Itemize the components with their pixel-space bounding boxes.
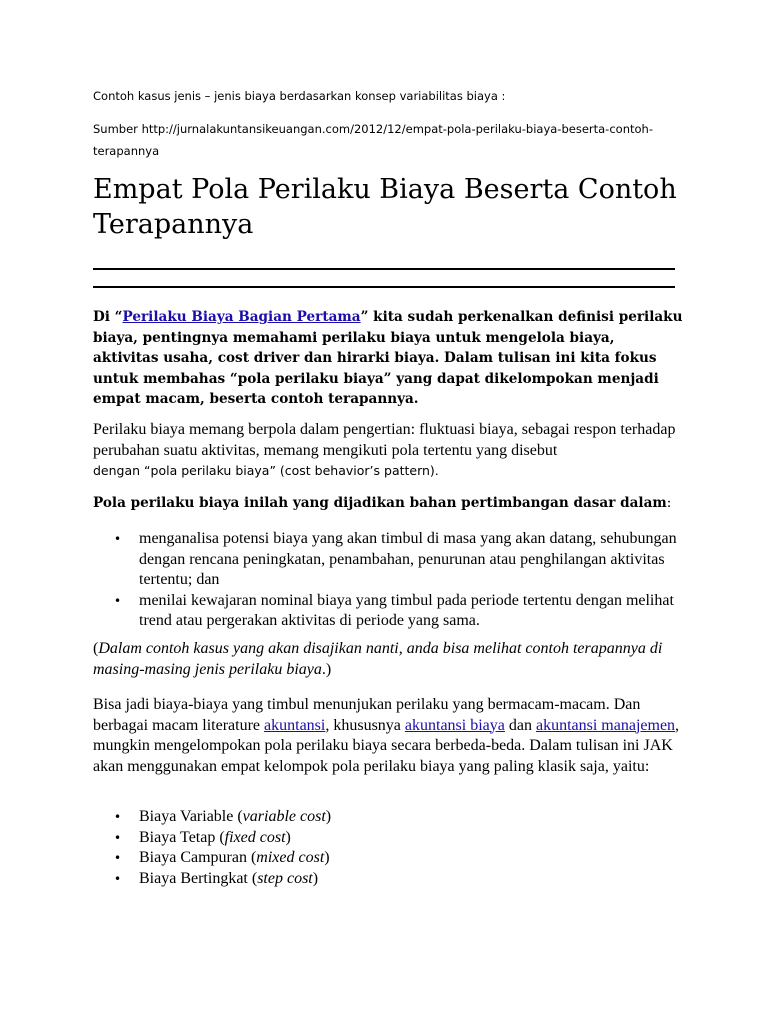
intro-paragraph <box>93 307 683 410</box>
literature-text-2: , khususnya <box>325 716 405 734</box>
list-item-text: menganalisa potensi biaya yang akan timbul di masa yang akan datang, sehubungan dengan rencana peningkatan, penambahan, penurunan atau penghilangan aktivitas tertentu; dan <box>139 530 677 588</box>
cost-type-term: variable cost <box>242 808 326 825</box>
list-item <box>93 529 683 591</box>
literature-text-3: dan <box>504 716 536 734</box>
cost-types-list <box>93 807 683 889</box>
note-italic: Dalam contoh kasus yang akan disajikan nanti, anda bisa melihat contoh terapannya di masing-masing jenis perilaku biaya <box>93 640 663 678</box>
cost-type-end: ) <box>285 828 291 846</box>
note-close: .) <box>321 660 332 678</box>
cost-type-name: Biaya Campuran ( <box>139 849 257 866</box>
paragraph-pola-small: dengan “pola perilaku biaya” (cost behavior’s pattern). <box>93 463 439 478</box>
link-akuntansi-manajemen[interactable]: akuntansi manajemen <box>535 716 676 734</box>
list-item <box>93 869 683 890</box>
paragraph-pola <box>93 420 683 482</box>
bullet-icon: • <box>114 851 122 865</box>
paragraph-pola-text: Perilaku biaya memang berpola dalam pengertian: fluktuasi biaya, sebagai respon terhadap perubahan suatu aktivitas, memang mengikuti pola tertentu yang disebut <box>93 421 676 459</box>
intro-text-before: Di “ <box>93 309 123 325</box>
title-divider-bottom <box>93 286 675 288</box>
link-akuntansi[interactable]: akuntansi <box>264 716 326 734</box>
list-item <box>93 807 683 828</box>
literature-text-4: , mungkin mengelompokan pola perilaku biaya secara berbeda-beda. Dalam tulisan ini JAK akan menggunakan empat kelompok pola perilaku biaya yang paling klasik saja, yaitu: <box>93 716 680 775</box>
bullet-icon: • <box>114 593 122 608</box>
article-title: Empat Pola Perilaku Biaya Beserta Contoh Terapannya <box>93 174 677 240</box>
source-url: http://jurnalakuntansikeuangan.com/2012/12/empat-pola-perilaku-biaya-beserta-contoh-terapannya <box>93 122 653 158</box>
note-open: ( <box>93 640 99 657</box>
cost-type-name: Biaya Variable ( <box>139 808 243 825</box>
list-item <box>93 591 683 632</box>
paragraph-note <box>93 639 683 680</box>
source-label: Sumber <box>93 122 138 136</box>
bullet-icon: • <box>114 830 122 845</box>
cost-type-name: Biaya Tetap ( <box>139 828 225 846</box>
list-item <box>93 848 683 869</box>
cost-type-term: mixed cost <box>256 849 325 866</box>
list-item-text: menilai kewajaran nominal biaya yang timbul pada periode tertentu dengan melihat trend atau pergerakan aktivitas di periode yang sama. <box>139 591 674 629</box>
list-item <box>93 828 683 849</box>
link-perilaku-biaya-bagian-pertama[interactable]: Perilaku Biaya Bagian Pertama <box>122 309 361 325</box>
source-line <box>93 118 673 162</box>
paragraph-pertimbangan-bold: Pola perilaku biaya inilah yang dijadikan bahan pertimbangan dasar dalam <box>93 495 667 511</box>
context-line: Contoh kasus jenis – jenis biaya berdasarkan konsep variabilitas biaya : <box>93 89 506 103</box>
intro-text-after: ” kita sudah perkenalkan definisi perilaku biaya, pentingnya memahami perilaku biaya untuk mengelola biaya, aktivitas usaha, cost driver dan hirarki biaya. Dalam tulisan ini kita fokus untuk membahas “pola perilaku biaya” yang dapat dikelompokan menjadi empat macam, beserta contoh terapannya. <box>93 309 683 407</box>
paragraph-pertimbangan <box>93 493 683 513</box>
bullet-icon: • <box>114 532 122 546</box>
link-akuntansi-biaya[interactable]: akuntansi biaya <box>404 716 505 734</box>
cost-type-term: step cost <box>257 869 313 887</box>
cost-type-end: ) <box>325 808 332 825</box>
literature-text-1: Bisa jadi biaya-biaya yang timbul menunjukan perilaku yang bermacam-macam. Dan berbagai macam literature <box>93 696 641 734</box>
paragraph-pertimbangan-colon: : <box>666 495 672 511</box>
bullet-icon: • <box>114 810 122 824</box>
cost-type-end: ) <box>312 869 319 887</box>
cost-type-end: ) <box>324 849 330 866</box>
cost-type-term: fixed cost <box>224 828 286 846</box>
paragraph-literature <box>93 695 683 777</box>
title-divider-top <box>93 268 675 270</box>
paragraph-literature-wrap <box>93 695 683 777</box>
cost-type-name: Biaya Bertingkat ( <box>139 869 258 887</box>
bullet-icon: • <box>114 871 122 886</box>
purpose-list <box>93 529 683 632</box>
